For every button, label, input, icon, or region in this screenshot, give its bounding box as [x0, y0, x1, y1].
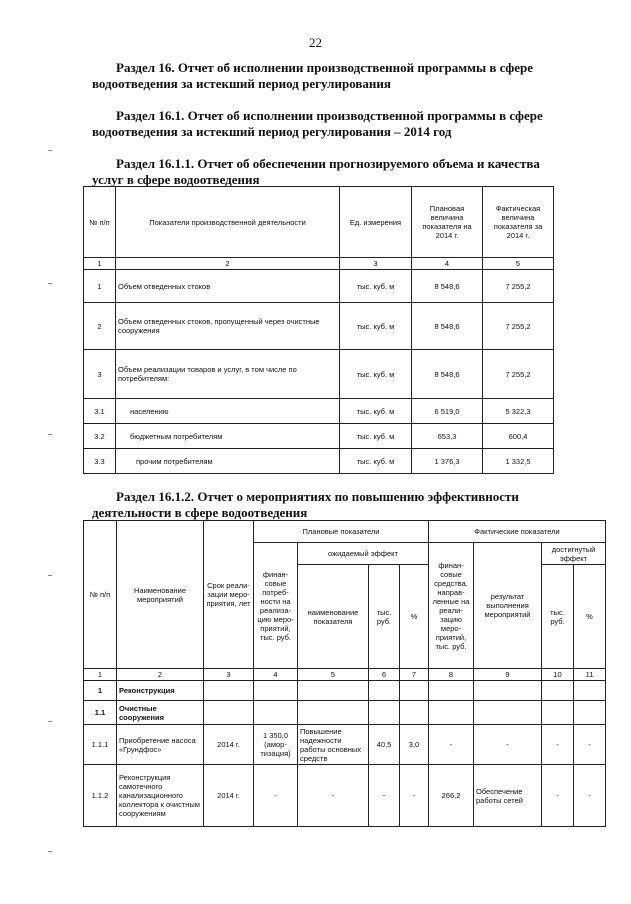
cell	[474, 701, 542, 725]
cell: -	[429, 725, 474, 765]
heading-section-16-1-2: Раздел 16.1.2. Отчет о мероприятиях по повышению эффективности деятельности в сфере водоотведения	[92, 489, 519, 520]
cell: 8 548,6	[412, 270, 483, 303]
cell	[429, 681, 474, 701]
cell	[204, 701, 254, 725]
cell: Реконструкция	[117, 681, 204, 701]
col-header: Плановая величина показателя на 2014 г.	[412, 187, 483, 258]
cell: 1.1.1	[84, 725, 117, 765]
margin-mark	[48, 851, 52, 852]
table-row	[84, 681, 606, 701]
cell	[542, 701, 574, 725]
cell: -	[474, 725, 542, 765]
table-row	[84, 725, 606, 765]
cell	[254, 681, 298, 701]
col-header: результат выполнения мероприятий	[474, 543, 542, 669]
col-header: Плановые показатели	[254, 521, 429, 543]
cell: Объем реализации товаров и услуг, в том числе по потребителям:	[116, 350, 340, 399]
production-indicators-table	[83, 186, 554, 474]
cell	[574, 701, 606, 725]
cell: Объем отведенных стоков, пропущенный через очистные сооружения	[116, 303, 340, 350]
col-number: 3	[340, 258, 412, 270]
col-header: Наименование мероприятий	[117, 521, 204, 669]
margin-mark	[48, 721, 52, 722]
cell: 2	[84, 303, 116, 350]
col-number: 2	[116, 258, 340, 270]
cell	[542, 681, 574, 701]
table-row	[84, 350, 554, 399]
cell: 1	[84, 270, 116, 303]
col-number: 8	[429, 669, 474, 681]
cell	[369, 681, 400, 701]
cell: тыс. куб. м	[340, 399, 412, 424]
col-header: Срок реали-зации меро-приятия, лет	[204, 521, 254, 669]
cell	[429, 701, 474, 725]
col-number: 11	[574, 669, 606, 681]
cell: Обеспечение работы сетей	[474, 765, 542, 827]
cell: прочим потребителям	[116, 449, 340, 474]
cell: 7 255,2	[483, 303, 554, 350]
cell: 7 255,2	[483, 350, 554, 399]
heading-section-16-1-1: Раздел 16.1.1. Отчет об обеспечении прогнозируемого объема и качества услуг в сфере водоотведения	[92, 156, 540, 187]
col-number: 1	[84, 258, 116, 270]
cell	[298, 681, 369, 701]
cell: 8 548,6	[412, 350, 483, 399]
col-number: 4	[254, 669, 298, 681]
col-number: 5	[298, 669, 369, 681]
col-number: 5	[483, 258, 554, 270]
cell: -	[542, 725, 574, 765]
cell: Очистные сооружения	[117, 701, 204, 725]
cell: 8 548,6	[412, 303, 483, 350]
table-row	[84, 399, 554, 424]
col-number: 4	[412, 258, 483, 270]
heading-section-16: Раздел 16. Отчет об исполнении производственной программы в сфере водоотведения за истекший период регулирования	[92, 60, 533, 91]
cell: Приобретение насоса «Грундфос»	[117, 725, 204, 765]
cell: 6 519,0	[412, 399, 483, 424]
col-number-row	[84, 669, 606, 681]
cell	[474, 681, 542, 701]
page-number: 22	[309, 35, 322, 50]
cell	[369, 701, 400, 725]
cell	[400, 701, 429, 725]
cell: 266,2	[429, 765, 474, 827]
col-header: № п/п	[84, 521, 117, 669]
table-row	[84, 449, 554, 474]
col-header: наименование показателя	[298, 565, 369, 669]
col-header: достигнутый эффект	[542, 543, 606, 565]
cell: тыс. куб. м	[340, 303, 412, 350]
table-row	[84, 701, 606, 725]
col-header: финан-совые средства, направ-ленные на реали-зацию меро-приятий, тыс. руб.	[429, 543, 474, 669]
col-header: ожидаемый эффект	[298, 543, 429, 565]
col-header: Фактические показатели	[429, 521, 606, 543]
col-header: финан-совые потреб-ности на реализа-цию меро-приятий, тыс. руб.	[254, 543, 298, 669]
cell: 1 376,3	[412, 449, 483, 474]
col-number: 7	[400, 669, 429, 681]
col-header: %	[574, 565, 606, 669]
cell: Объем отведенных стоков	[116, 270, 340, 303]
margin-mark	[48, 575, 52, 576]
cell: населению	[116, 399, 340, 424]
table-row	[84, 270, 554, 303]
cell: Повышение надежности работы основных средств	[298, 725, 369, 765]
cell: бюджетным потребителям	[116, 424, 340, 449]
cell	[204, 681, 254, 701]
cell: 2014 г.	[204, 765, 254, 827]
cell: 5 322,3	[483, 399, 554, 424]
table-header-row	[84, 187, 554, 258]
cell: 3.1	[84, 399, 116, 424]
margin-mark	[48, 150, 52, 151]
cell: 3,0	[400, 725, 429, 765]
cell: -	[400, 765, 429, 827]
table-row	[84, 765, 606, 827]
cell: 3.3	[84, 449, 116, 474]
col-number: 9	[474, 669, 542, 681]
cell: тыс. куб. м	[340, 449, 412, 474]
col-header: %	[400, 565, 429, 669]
heading-section-16-1: Раздел 16.1. Отчет об исполнении производственной программы в сфере водоотведения за истекший период регулирования – 2014 год	[92, 108, 543, 139]
cell: 1 332,5	[483, 449, 554, 474]
cell: -	[574, 765, 606, 827]
cell: -	[254, 765, 298, 827]
efficiency-measures-table	[83, 520, 606, 827]
cell: -	[574, 725, 606, 765]
cell: тыс. куб. м	[340, 350, 412, 399]
cell	[400, 681, 429, 701]
cell: тыс. куб. м	[340, 270, 412, 303]
table-header-row	[84, 521, 606, 543]
cell: 40,5	[369, 725, 400, 765]
cell	[574, 681, 606, 701]
col-number: 2	[117, 669, 204, 681]
cell: 3.2	[84, 424, 116, 449]
cell: 600,4	[483, 424, 554, 449]
table-row	[84, 303, 554, 350]
col-header: Показатели производственной деятельности	[116, 187, 340, 258]
col-number: 10	[542, 669, 574, 681]
cell: Реконструкция самотечного канализационного коллектора к очистным сооружениям	[117, 765, 204, 827]
cell: 1 350,0 (амор-тизация)	[254, 725, 298, 765]
cell: -	[298, 765, 369, 827]
col-header: тыс. руб.	[542, 565, 574, 669]
cell: 1	[84, 681, 117, 701]
col-header: № п/п	[84, 187, 116, 258]
cell: -	[542, 765, 574, 827]
cell: 7 255,2	[483, 270, 554, 303]
margin-mark	[48, 434, 52, 435]
col-header: Ед. измерения	[340, 187, 412, 258]
cell: 3	[84, 350, 116, 399]
col-number: 6	[369, 669, 400, 681]
cell	[298, 701, 369, 725]
cell: 1.1	[84, 701, 117, 725]
cell: 2014 г.	[204, 725, 254, 765]
cell: 1.1.2	[84, 765, 117, 827]
col-number-row	[84, 258, 554, 270]
col-header: Фактическая величина показателя за 2014 г.	[483, 187, 554, 258]
cell	[254, 701, 298, 725]
cell: -	[369, 765, 400, 827]
col-number: 1	[84, 669, 117, 681]
margin-mark	[48, 283, 52, 284]
col-header: тыс. руб.	[369, 565, 400, 669]
cell: 653,3	[412, 424, 483, 449]
cell: тыс. куб. м	[340, 424, 412, 449]
col-number: 3	[204, 669, 254, 681]
table-row	[84, 424, 554, 449]
